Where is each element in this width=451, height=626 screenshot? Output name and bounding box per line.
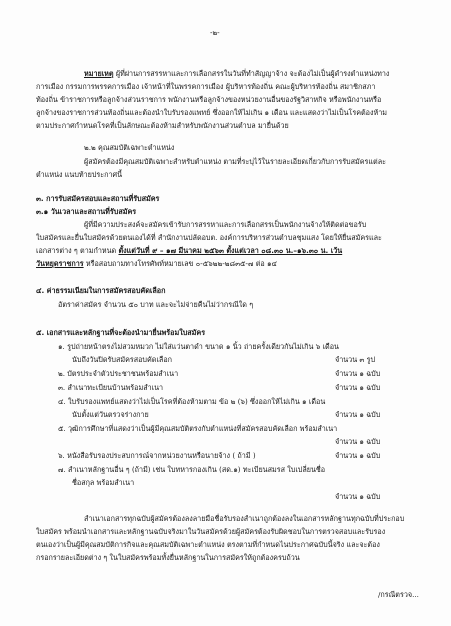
note-line-0: หมายเหตุ ผู้ที่ผ่านการสรรหาและการเลือกสรรในวันที่ทำสัญญาจ้าง จะต้องไม่เป็นผู้ดำรงตำแหน่งทาง [84,69,390,78]
doc-item-1: ๑. รูปถ่ายหน้าตรงไม่สวมหมวก ไม่ใส่แว่นตาดำ ขนาด ๑ นิ้ว ถ่ายครั้งเดียวกันไม่เกิน ๖ เดือน [58,342,339,351]
doc-item-7: ๗. สำเนาหลักฐานอื่น ๆ (ถ้ามี) เช่น ใบทหารกองเกิน (สด.๑) ทะเบียนสมรส ใบเปลี่ยนชื่อ [58,465,326,474]
qualification-line-0: ผู้สมัครต้องมีคุณสมบัติเฉพาะสำหรับตำแหน่ง ตามที่ระบุไว้ในรายละเอียดเกี่ยวกับการรับสมัครแต่ละ [84,157,386,166]
doc-item-3-qty: จำนวน ๑ ฉบับ [335,383,381,392]
doc-item-2: ๒. บัตรประจำตัวประชาชนพร้อมสำเนา [58,369,179,378]
section3-line-4: วันหยุดราชการ หรือสอบถามทางโทรศัพท์หมายเลข ๐-๕๖๒๒-๒๘๓๕-๗ ต่อ ๑๔ [36,259,277,268]
doc-item-1-cont: นับถึงวันปิดรับสมัครสอบคัดเลือก [72,355,173,364]
section3-line-3: เอกสารต่าง ๆ ตามกำหนด ตั้งแต่วันที่ ๙ – ๑๗ มีนาคม ๒๕๖๓ ตั้งแต่เวลา ๐๘.๓๐ น.–๑๖.๓๐ น. เว้น [36,246,343,255]
doc-item-4-cont: นับตั้งแต่วันตรวจร่างกาย [72,410,149,419]
doc-item-7-cont: ชื่อสกุล พร้อมสำเนา [72,478,135,487]
continuation-marker: /กรณีตรวจ... [378,590,419,599]
doc-item-4-qty: จำนวน ๑ ฉบับ [335,410,381,419]
note-line-2: ท้องถิ่น ข้าราชการหรือลูกจ้างส่วนราชการ พนักงานหรือลูกจ้างของหน่วยงานอื่นของรัฐวิสาหกิจ หรือพนักงานหรือ [36,95,382,104]
page-number: -๒- [210,29,220,37]
section3-line-2: ใบสมัครและยื่นใบสมัครด้วยตนเองได้ที่ สำนักงานปลัดอบต. องค์การบริหารส่วนตำบลชุมแสง โดยให้ยื่นสมัครและ [36,233,382,242]
doc-item-6-qty: จำนวน ๑ ฉบับ [335,451,381,460]
qualification-line-1: ตำแหน่ง แนบท้ายประกาศนี้ [36,170,123,179]
qualification-heading: ๒.๒ คุณสมบัติเฉพาะตำแหน่ง [84,143,175,152]
closing-line-0: สำเนาเอกสารทุกฉบับผู้สมัครต้องลงลายมือชื่อรับรองสำเนาถูกต้องลงในเอกสารหลักฐานทุกฉบับที่ประกอบ [84,514,405,523]
section4-heading: ๔. ค่าธรรมเนียมในการสมัครสอบคัดเลือก [36,286,166,295]
doc-item-1-qty: จำนวน ๓ รูป [335,355,376,364]
note-line-4: ตามประกาศกำหนดโรคที่เป็นลักษณะต้องห้ามสำหรับพนักงานส่วนตำบล มายื่นด้วย [36,121,289,130]
section4-line: อัตราค่าสมัคร จำนวน ๕๐ บาท และจะไม่จ่ายคืนไม่ว่ากรณีใด ๆ [58,300,254,309]
note-label: หมายเหตุ [84,69,114,78]
doc-item-2-qty: จำนวน ๑ ฉบับ [335,369,381,378]
holiday-note: วันหยุดราชการ [36,259,84,268]
closing-line-3: กรอกรายละเอียดต่าง ๆ ในใบสมัครพร้อมทั้งยื่นหลักฐานในการสมัครให้ถูกต้องครบถ้วน [36,553,300,562]
doc-item-3: ๓. สำเนาทะเบียนบ้านพร้อมสำเนา [58,383,164,392]
closing-line-2: ตนเองว่าเป็นผู้มีคุณสมบัติการกิจและคุณสมบัติเฉพาะตำแหน่ง ตรงตามที่กำหนดไนประกาศฉบับนี้จริง และจะต้อง [36,540,380,549]
section3-subheading: ๓.๑ วันเวลาและสถานที่รับสมัคร [36,207,137,216]
section3-heading: ๓. การรับสมัครสอบและสถานที่รับสมัคร [36,194,160,203]
section5-heading: ๕. เอกสารและหลักฐานที่จะต้องนำมายื่นพร้อมใบสมัคร [36,328,206,337]
application-period: ตั้งแต่วันที่ ๙ – ๑๗ มีนาคม ๒๕๖๓ ตั้งแต่เวลา ๐๘.๓๐ น.–๑๖.๓๐ น. เว้น [118,246,343,255]
section3-line-1: ผู้ที่มีความประสงค์จะสมัครเข้ารับการสรรหาและการเลือกสรรเป็นพนักงานจ้างให้ติดต่อขอรับ [84,220,367,229]
doc-item-5-qty: จำนวน ๑ ฉบับ [335,437,381,446]
note-line-1: การเมือง กรรมการพรรคการเมือง เจ้าหน้าที่ในพรรคการเมือง ผู้บริหารท้องถิ่น คณะผู้บริหารท้องถิ่น สมาชิกสภา [36,82,376,91]
closing-line-1: ใบสมัคร พร้อมนำเอกสารและหลักฐานฉบับจริงมาในวันสมัครด้วยผู้สมัครต้องรับผิดชอบในการตรวจสอบและรับรอง [36,527,386,536]
doc-item-6: ๖. หนังสือรับรองประสบการณ์จากหน่วยงานหรือนายจ้าง ( ถ้ามี ) [58,451,256,460]
doc-item-5: ๕. วุฒิการศึกษาที่แสดงว่าเป็นผู้มีคุณสมบัติตรงกับตำแหน่งที่สมัครสอบคัดเลือก พร้อมสำเนา [58,424,338,433]
note-line-3: ลูกจ้างของราชการส่วนท้องถิ่นและต้องนำใบรับรองแพทย์ ซึ่งออกให้ไม่เกิน ๑ เดือน และแสดงว่าไม่เป็นโรคต้องห้าม [36,108,388,117]
doc-item-4: ๔. ใบรับรองแพทย์แสดงว่าไม่เป็นโรคที่ต้องห้ามตาม ข้อ ๒ (๖) ซึ่งออกให้ไม่เกิน ๑ เดือน [58,397,326,406]
doc-item-7-qty: จำนวน ๑ ฉบับ [335,492,381,501]
